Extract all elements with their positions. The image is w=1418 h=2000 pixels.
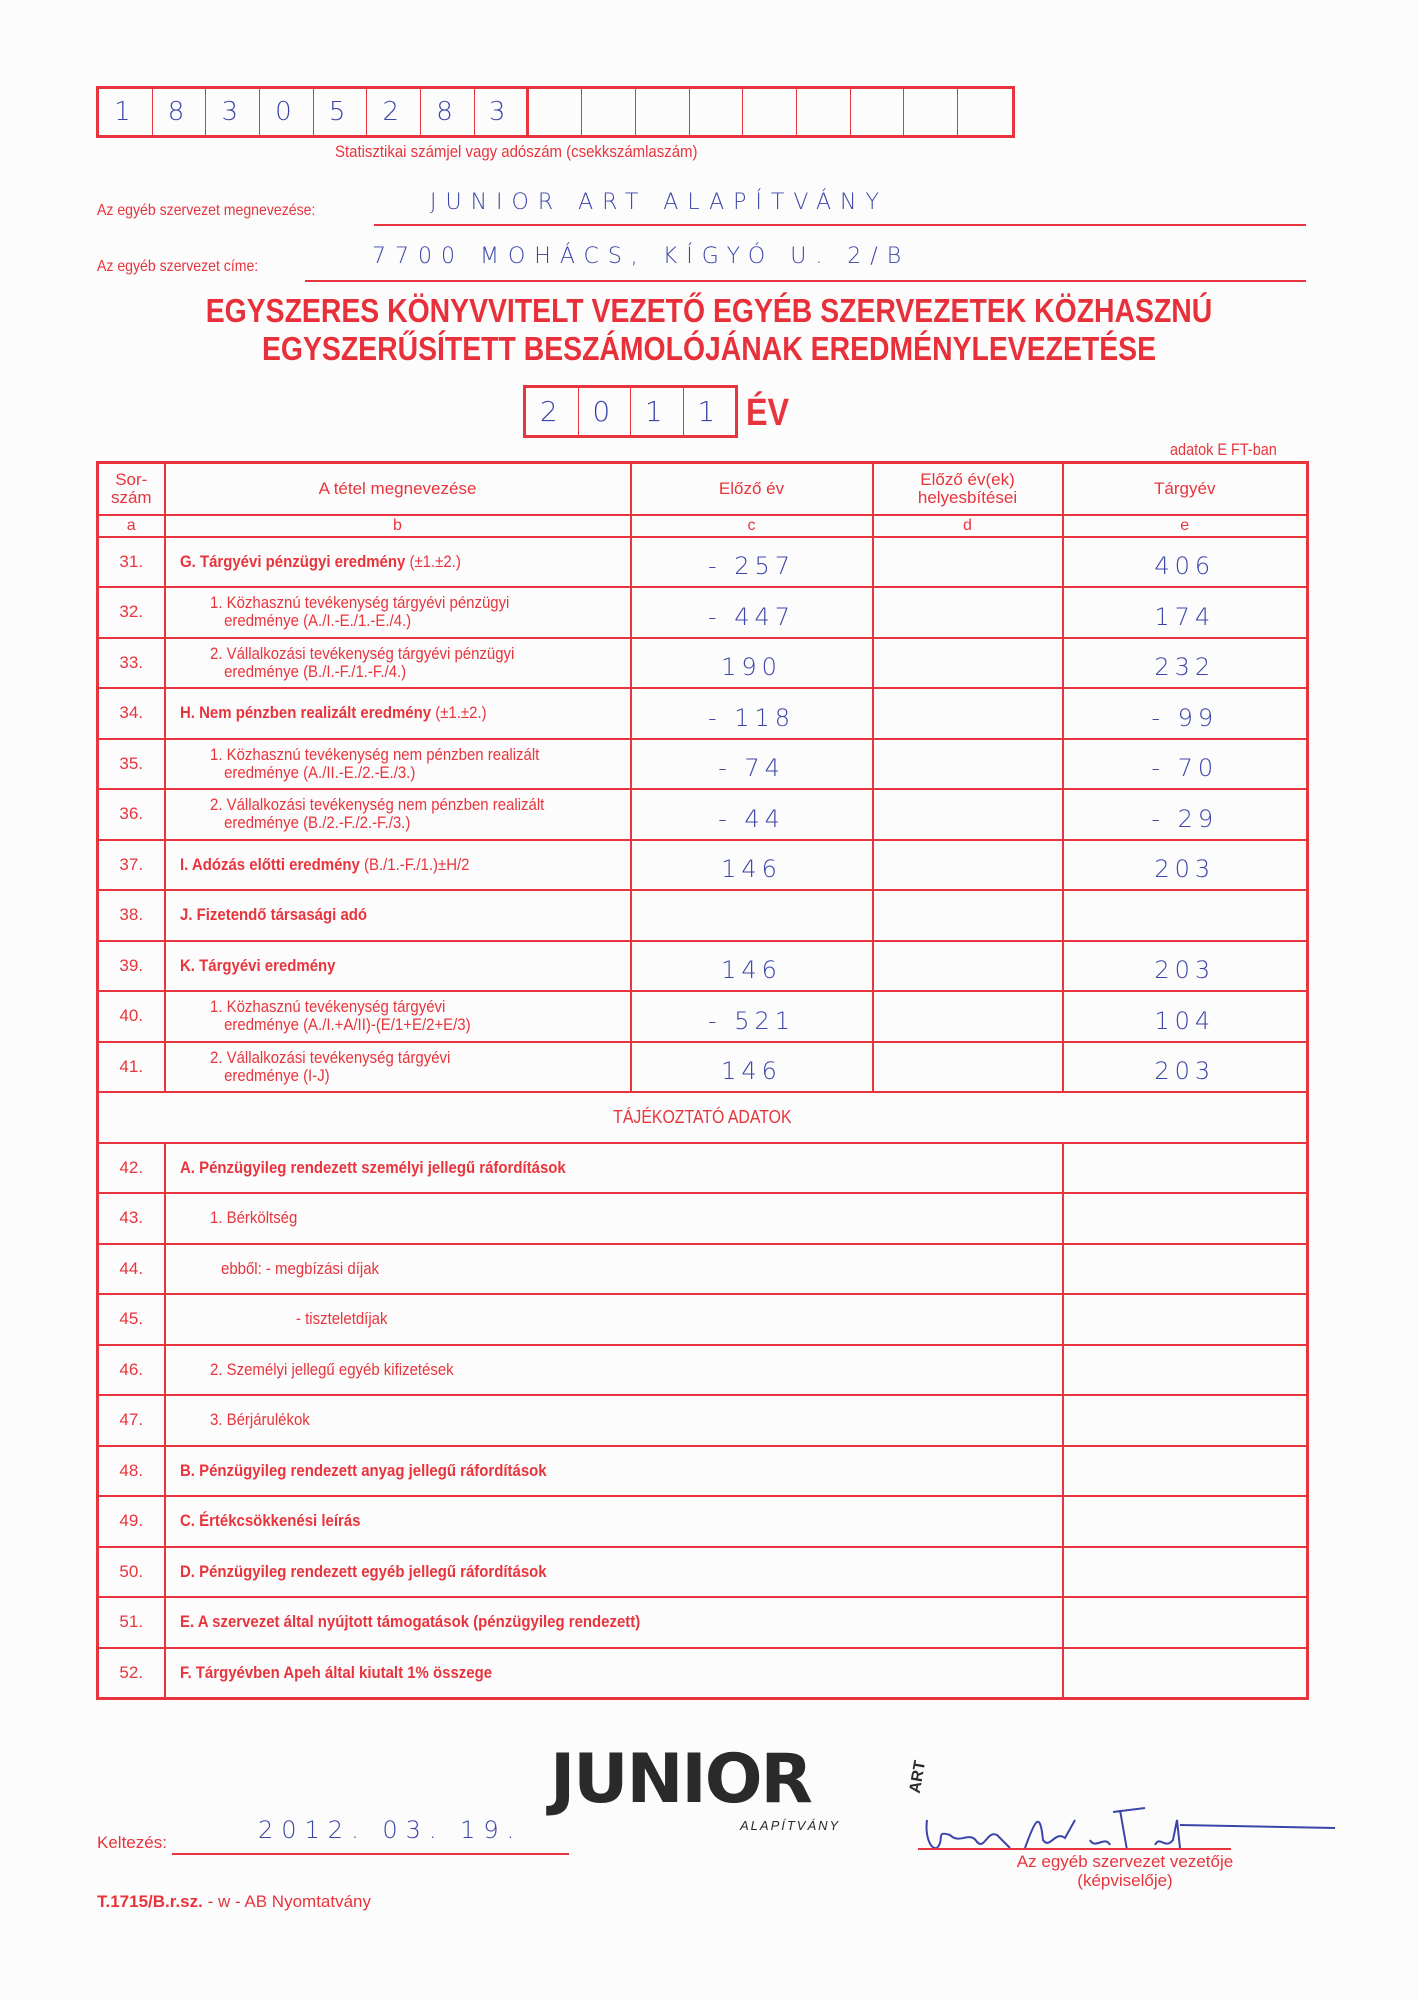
organization-stamp: JUNIOR [550,1740,811,1819]
info-row [98,1143,1308,1194]
org-address-field[interactable]: 7700 MOHÁCS, KÍGYÓ U. 2/B [372,244,911,269]
current-year-cell[interactable] [1063,890,1308,941]
previous-year-cell[interactable]: - 447 [631,587,873,638]
row-label: 1. Közhasznú tevékenység tárgyévi eredménye (A./I.+A/II)-(E/1+E/2+E/3) [165,991,631,1042]
row-label: H. Nem pénzben realizált eredmény (±1.±2.) [165,688,631,739]
previous-year-cell[interactable]: - 257 [631,537,873,588]
table-row [98,688,1308,739]
current-year-cell[interactable]: 174 [1063,587,1308,638]
year-digit[interactable]: 0 [579,388,632,435]
id-digit[interactable]: 5 [314,89,368,135]
year-boxes [523,385,738,438]
row-label: 2. Vállalkozási tevékenység tárgyévi eredménye (I-J) [165,1042,631,1093]
org-name-line [374,224,1306,226]
previous-year-cell[interactable]: - 44 [631,789,873,840]
org-address-label: Az egyéb szervezet címe: [97,258,259,275]
table-row [98,587,1308,638]
table-row [98,789,1308,840]
info-value-cell[interactable] [1063,1446,1308,1497]
correction-cell[interactable] [873,638,1063,689]
info-row [98,1648,1308,1699]
column-letter: c [631,515,873,537]
id-digit[interactable] [958,89,1012,135]
row-label: B. Pénzügyileg rendezett anyag jellegű ráfordítások [165,1446,1063,1497]
info-row [98,1294,1308,1345]
header-corrections: Előző év(ek) helyesbítései [873,463,1063,515]
previous-year-cell[interactable]: - 118 [631,688,873,739]
info-row [98,1193,1308,1244]
info-value-cell[interactable] [1063,1193,1308,1244]
row-label: E. A szervezet által nyújtott támogatások (pénzügyileg rendezett) [165,1597,1063,1648]
id-digit[interactable] [636,89,690,135]
id-digit[interactable] [582,89,636,135]
table-header-row [98,463,1308,515]
previous-year-cell[interactable]: 146 [631,941,873,992]
current-year-cell[interactable]: 406 [1063,537,1308,588]
id-digit[interactable] [797,89,851,135]
org-name-label: Az egyéb szervezet megnevezése: [97,202,316,219]
id-digit[interactable] [690,89,744,135]
date-line [172,1853,569,1855]
correction-cell[interactable] [873,739,1063,790]
column-letter: d [873,515,1063,537]
row-label: D. Pénzügyileg rendezett egyéb jellegű ráfordítások [165,1547,1063,1598]
current-year-cell[interactable]: - 99 [1063,688,1308,739]
statistical-id-boxes [96,86,1015,138]
table-row [98,1042,1308,1093]
previous-year-cell[interactable]: 190 [631,638,873,689]
row-label: ebből: - megbízási díjak [165,1244,1063,1295]
id-digit[interactable]: 8 [153,89,207,135]
previous-year-cell[interactable]: - 74 [631,739,873,790]
row-number: 37. [98,840,165,891]
correction-cell[interactable] [873,890,1063,941]
current-year-cell[interactable]: 232 [1063,638,1308,689]
income-statement-table [96,461,1309,1700]
info-value-cell[interactable] [1063,1597,1308,1648]
table-row [98,840,1308,891]
header-previous-year: Előző év [631,463,873,515]
id-digit[interactable] [851,89,905,135]
row-label: J. Fizetendő társasági adó [165,890,631,941]
row-number: 31. [98,537,165,588]
table-row [98,991,1308,1042]
row-label: 2. Vállalkozási tevékenység tárgyévi pénzügyi eredménye (B./I.-F./1.-F./4.) [165,638,631,689]
current-year-cell[interactable]: 104 [1063,991,1308,1042]
info-value-cell[interactable] [1063,1244,1308,1295]
info-value-cell[interactable] [1063,1547,1308,1598]
row-label: G. Tárgyévi pénzügyi eredmény (±1.±2.) [165,537,631,588]
correction-cell[interactable] [873,991,1063,1042]
id-digit[interactable] [904,89,958,135]
current-year-cell[interactable]: 203 [1063,1042,1308,1093]
id-digit[interactable]: 3 [206,89,260,135]
year-digit[interactable]: 1 [631,388,684,435]
info-row [98,1597,1308,1648]
title-line-2: EGYSZERŰSÍTETT BESZÁMOLÓJÁNAK EREDMÉNYLEVEZETÉSE [261,330,1157,367]
table-row [98,890,1308,941]
info-value-cell[interactable] [1063,1294,1308,1345]
correction-cell[interactable] [873,537,1063,588]
title-line-1: EGYSZERES KÖNYVVITELT VEZETŐ EGYÉB SZERVEZETEK KÖZHASZNÚ [205,292,1213,329]
row-label: 2. Vállalkozási tevékenység nem pénzben realizált eredménye (B./2.-F./2.-F./3.) [165,789,631,840]
signature-line [918,1848,1231,1850]
stamp-subtitle: ALAPÍTVÁNY [740,1818,841,1833]
id-caption: Statisztikai számjel vagy adószám (csekkszámlaszám) [335,142,698,161]
year-label: ÉV [746,392,790,434]
section-title: TÁJÉKOZTATÓ ADATOK [98,1092,1308,1143]
previous-year-cell[interactable]: - 521 [631,991,873,1042]
row-number: 52. [98,1648,165,1699]
row-number: 46. [98,1345,165,1396]
info-row [98,1446,1308,1497]
table-row [98,941,1308,992]
info-row [98,1395,1308,1446]
column-letter: b [165,515,631,537]
current-year-cell[interactable]: - 70 [1063,739,1308,790]
unit-note: adatok E FT-ban [1170,440,1277,459]
correction-cell[interactable] [873,587,1063,638]
row-label: 3. Bérjárulékok [165,1395,1063,1446]
header-row-number: Sor- szám [98,463,165,515]
correction-cell[interactable] [873,941,1063,992]
id-digit[interactable] [529,89,583,135]
row-number: 35. [98,739,165,790]
row-number: 51. [98,1597,165,1648]
previous-year-cell[interactable]: 146 [631,840,873,891]
row-number: 43. [98,1193,165,1244]
row-number: 41. [98,1042,165,1093]
stamp-art-text: ART [906,1759,930,1795]
current-year-cell[interactable]: 203 [1063,941,1308,992]
correction-cell[interactable] [873,688,1063,739]
info-value-cell[interactable] [1063,1496,1308,1547]
previous-year-cell[interactable]: 146 [631,1042,873,1093]
row-number: 47. [98,1395,165,1446]
row-number: 34. [98,688,165,739]
previous-year-cell[interactable] [631,890,873,941]
row-number: 42. [98,1143,165,1194]
row-number: 44. [98,1244,165,1295]
row-label: C. Értékcsökkenési leírás [165,1496,1063,1547]
info-value-cell[interactable] [1063,1143,1308,1194]
correction-cell[interactable] [873,789,1063,840]
column-letter: a [98,515,165,537]
column-letter: e [1063,515,1308,537]
row-label: 1. Közhasznú tevékenység tárgyévi pénzügyi eredménye (A./I.-E./1.-E./4.) [165,587,631,638]
row-number: 45. [98,1294,165,1345]
document-title [99,292,1318,368]
table-row [98,739,1308,790]
current-year-cell[interactable]: - 29 [1063,789,1308,840]
info-row [98,1496,1308,1547]
row-number: 38. [98,890,165,941]
correction-cell[interactable] [873,840,1063,891]
org-address-line [305,280,1306,282]
info-row [98,1547,1308,1598]
header-item-name: A tétel megnevezése [165,463,631,515]
row-number: 40. [98,991,165,1042]
id-digit[interactable]: 8 [421,89,475,135]
id-digit[interactable]: 0 [260,89,314,135]
table-row [98,537,1308,588]
id-digit[interactable]: 1 [99,89,153,135]
year-digit[interactable]: 2 [526,388,579,435]
info-value-cell[interactable] [1063,1395,1308,1446]
row-number: 49. [98,1496,165,1547]
row-label: F. Tárgyévben Apeh által kiutalt 1% összege [165,1648,1063,1699]
table-row [98,638,1308,689]
row-label: 2. Személyi jellegű egyéb kifizetések [165,1345,1063,1396]
info-value-cell[interactable] [1063,1345,1308,1396]
header-current-year: Tárgyév [1063,463,1308,515]
row-number: 48. [98,1446,165,1497]
correction-cell[interactable] [873,1042,1063,1093]
date-label: Keltezés: [97,1833,167,1852]
year-digit[interactable]: 1 [697,395,722,428]
form-code: T.1715/B.r.sz. - w - AB Nyomtatvány [97,1892,372,1911]
row-label: - tiszteletdíjak [165,1294,1063,1345]
section-header-row [98,1092,1308,1143]
info-row [98,1244,1308,1295]
row-label: K. Tárgyévi eredmény [165,941,631,992]
row-number: 33. [98,638,165,689]
info-row [98,1345,1308,1396]
row-number: 32. [98,587,165,638]
row-number: 50. [98,1547,165,1598]
current-year-cell[interactable]: 203 [1063,840,1308,891]
row-label: 1. Közhasznú tevékenység nem pénzben realizált eredménye (A./II.-E./2.-E./3.) [165,739,631,790]
signature-caption: Az egyéb szervezet vezetője (képviselője) [1016,1852,1234,1890]
row-label: I. Adózás előtti eredmény (B./1.-F./1.)±H/2 [165,840,631,891]
id-digit[interactable] [743,89,797,135]
column-letter-row [98,515,1308,537]
date-field[interactable]: 2012. 03. 19. [258,1816,523,1844]
id-digit[interactable]: 3 [475,89,529,135]
row-label: 1. Bérköltség [165,1193,1063,1244]
row-number: 36. [98,789,165,840]
org-name-field[interactable]: JUNIOR ART ALAPÍTVÁNY [430,190,888,215]
info-value-cell[interactable] [1063,1648,1308,1699]
row-number: 39. [98,941,165,992]
id-digit[interactable]: 2 [367,89,421,135]
row-label: A. Pénzügyileg rendezett személyi jellegű ráfordítások [165,1143,1063,1194]
